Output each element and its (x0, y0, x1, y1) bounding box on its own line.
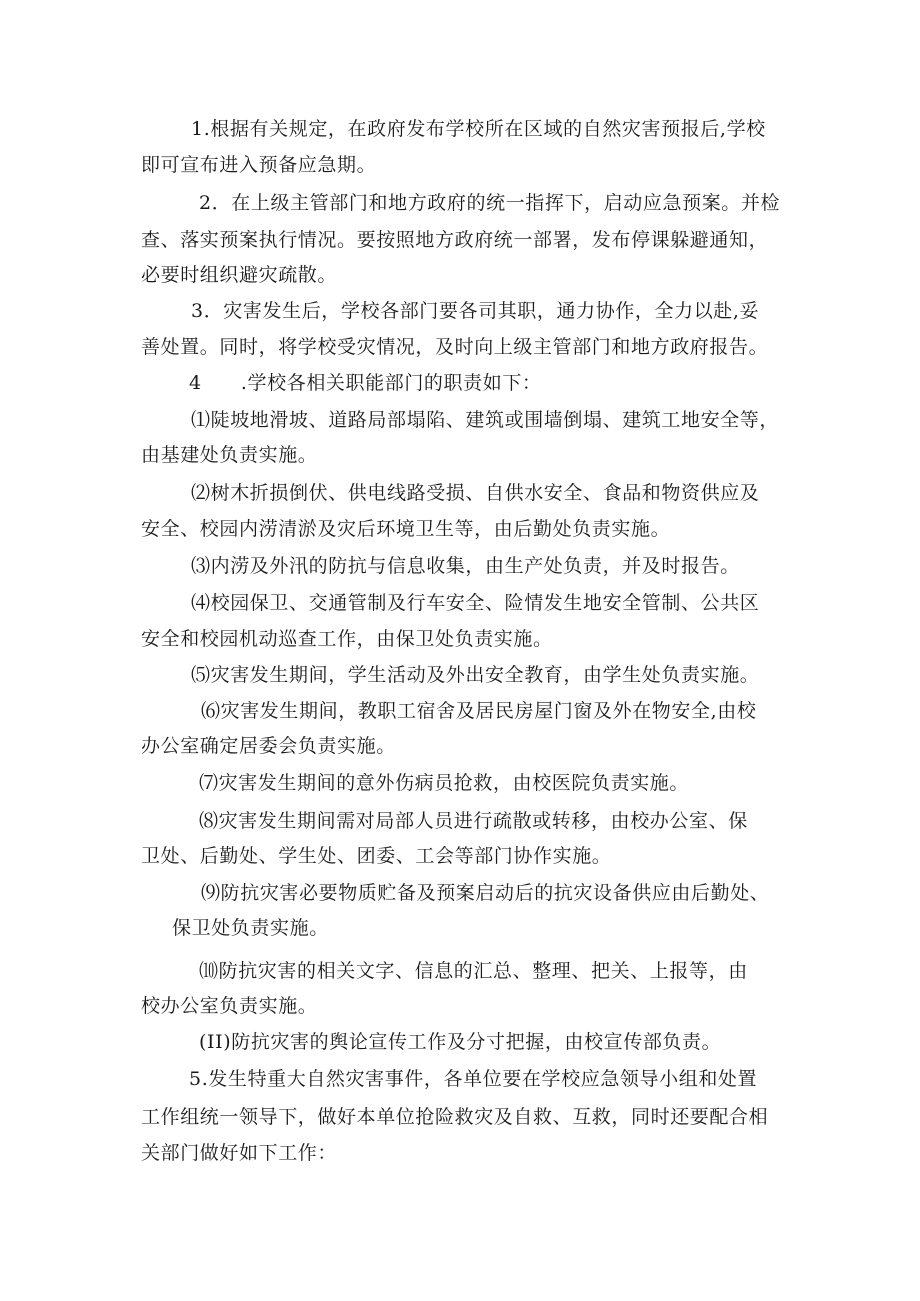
item-2-line-1: ⑵树木折损倒伏、供电线路受损、自供水安全、食品和物资供应及 (191, 482, 760, 504)
item-9-line-2: 保卫处负责实施。 (172, 917, 329, 939)
item-6-line-1: ⑹灾害发生期间，教职工宿舍及居民房屋门窗及外在物安全,由校 (201, 700, 757, 722)
paragraph-5-line-2: 工作组统一领导下，做好本单位抢险救灾及自救、互救，同时还要配合相 (141, 1106, 769, 1128)
paragraph-4-heading: 4 .学校各相关职能部门的职责如下： (189, 372, 542, 394)
item-6-line-2: 办公室确定居委会负责实施。 (141, 735, 396, 757)
item-8-line-1: ⑻灾害发生期间需对局部人员进行疏散或转移，由校办公室、保 (199, 810, 748, 832)
paragraph-5-line-3: 关部门做好如下工作： (141, 1142, 338, 1164)
paragraph-1-line-1: 1.根据有关规定，在政府发布学校所在区域的自然灾害预报后,学校 (191, 118, 766, 140)
item-4-line-2: 安全和校园机动巡查工作，由保卫处负责实施。 (141, 628, 553, 650)
item-8-line-2: 卫处、后勤处、学生处、团委、工会等部门协作实施。 (141, 845, 612, 867)
paragraph-5-line-1: 5.发生特重大自然灾害事件，各单位要在学校应急领导小组和处置 (189, 1068, 758, 1090)
paragraph-2-line-2: 查、落实预案执行情况。要按照地方政府统一部署，发布停课躲避通知， (141, 229, 769, 251)
paragraph-3-line-1: 3．灾害发生后，学校各部门要各司其职，通力协作，全力以赴,妥 (191, 300, 760, 322)
item-11: (II)防抗灾害的舆论宣传工作及分寸把握，由校宣传部负责。 (199, 1031, 722, 1053)
item-2-line-2: 安全、校园内涝清淤及灾后环境卫生等，由后勤处负责实施。 (141, 518, 671, 540)
item-1-line-1: ⑴陡坡地滑坡、道路局部塌陷、建筑或围墙倒塌、建筑工地安全等， (191, 409, 780, 431)
paragraph-3-line-2: 善处置。同时，将学校受灾情况，及时向上级主管部门和地方政府报告。 (141, 336, 769, 358)
item-4-line-1: ⑷校园保卫、交通管制及行车安全、险情发生地安全管制、公共区 (191, 592, 760, 614)
item-5: ⑸灾害发生期间，学生活动及外出安全教育，由学生处负责实施。 (191, 664, 760, 686)
item-10-line-2: 校办公室负责实施。 (141, 995, 318, 1017)
item-10-line-1: ⑽防抗灾害的相关文字、信息的汇总、整理、把关、上报等，由 (199, 960, 748, 982)
item-3: ⑶内涝及外汛的防抗与信息收集，由生产处负责，并及时报告。 (191, 555, 740, 577)
paragraph-2-line-3: 必要时组织避灾疏散。 (141, 264, 338, 286)
paragraph-1-line-2: 即可宣布进入预备应急期。 (141, 154, 377, 176)
item-7: ⑺灾害发生期间的意外伤病员抢救，由校医院负责实施。 (199, 772, 690, 794)
paragraph-2-line-1: 2．在上级主管部门和地方政府的统一指挥下，启动应急预案。并检 (199, 192, 781, 214)
item-9-line-1: ⑼防抗灾害必要物质贮备及预案启动后的抗灾设备供应由后勤处、 (201, 882, 770, 904)
item-1-line-2: 由基建处负责实施。 (141, 444, 318, 466)
